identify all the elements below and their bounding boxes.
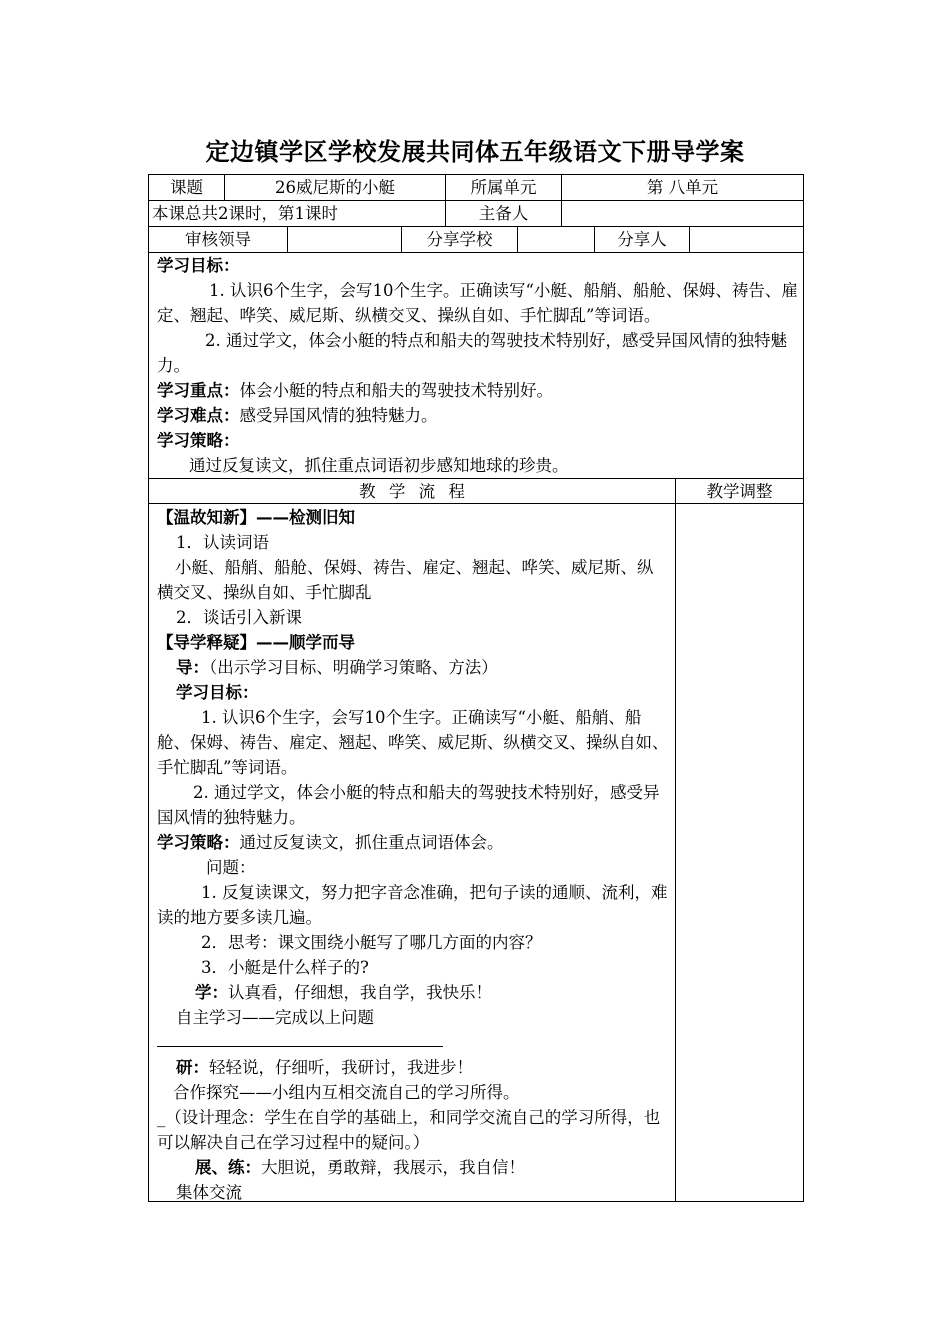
- guide-label: 导：: [176, 658, 209, 677]
- review-item-1: 1．认读词语: [176, 533, 269, 552]
- flow-objectives-label: 学习目标：: [176, 683, 259, 702]
- key-label: 学习重点：: [157, 381, 240, 400]
- label-unit: 所属单元: [470, 178, 537, 197]
- study-text: 轻轻说，仔细听，我研讨，我进步！: [209, 1058, 473, 1077]
- flow-strategy: [157, 830, 504, 855]
- key-text: 体会小艇的特点和船夫的驾驶技术特别好。: [239, 381, 553, 400]
- guide-heading: 【导学释疑】——顺学而导: [157, 633, 355, 652]
- show-label: 展、练：: [195, 1158, 261, 1177]
- label-school: 分享学校: [426, 230, 493, 249]
- study-label: 研：: [176, 1058, 209, 1077]
- col-line: [517, 226, 518, 252]
- design-note: _（设计理念：学生在自学的基础上，和同学交流自己的学习所得，也可以解决自己在学习过程中的疑问。）: [157, 1108, 661, 1152]
- question-2: 2．思考：课文围绕小艇写了哪几方面的内容？: [201, 933, 542, 952]
- flow-header: 教 学 流 程: [359, 482, 465, 501]
- flow-strategy-label: 学习策略：: [157, 833, 240, 852]
- show-text: 大胆说，勇敢辩，我展示，我自信！: [261, 1158, 525, 1177]
- flow-objective-2: 2. 通过学文，体会小艇的特点和船夫的驾驶技术特别好，感受异国风情的独特魅力。: [157, 783, 660, 827]
- answer-underline: [157, 1046, 443, 1047]
- review-item-2: 2．谈话引入新课: [176, 608, 302, 627]
- topic-value: 26威尼斯的小艇: [275, 178, 395, 197]
- lessons-info: 本课总共2课时，第1课时: [152, 204, 338, 223]
- question-3: 3．小艇是什么样子的?: [201, 958, 369, 977]
- difficulty-label: 学习难点：: [157, 406, 240, 425]
- review-words: 小艇、船艄、船舱、保姆、祷告、雇定、翘起、哗笑、威尼斯、纵横交叉、操纵自如、手忙脚乱: [157, 558, 654, 602]
- difficulty-point: [157, 403, 438, 428]
- key-point: [157, 378, 553, 403]
- collective: 集体交流: [176, 1183, 242, 1202]
- table-border-left: [148, 174, 149, 1202]
- label-sharer: 分享人: [617, 230, 667, 249]
- page-title: 定边镇学区学校发展共同体五年级语文下册导学案: [205, 138, 745, 166]
- review-heading: 【温故知新】——检测旧知: [157, 508, 355, 527]
- flow-strategy-text: 通过反复读文，抓住重点词语体会。: [239, 833, 504, 852]
- objective-2: 2. 通过学文，体会小艇的特点和船夫的驾驶技术特别好，感受异国风情的独特魅力。: [157, 331, 787, 375]
- question-label: 问题：: [206, 858, 256, 877]
- learn-text: 认真看，仔细想，我自学，我快乐！: [228, 983, 492, 1002]
- strategy-text: 通过反复读文，抓住重点词语初步感知地球的珍贵。: [189, 456, 569, 475]
- row-line: [148, 252, 804, 253]
- table-border-bottom: [148, 1201, 804, 1202]
- learn-line: [195, 980, 492, 1005]
- objectives-heading: 学习目标：: [157, 256, 240, 275]
- unit-value: 第 八单元: [646, 178, 719, 197]
- col-line: [675, 478, 676, 1202]
- self-study: 自主学习——完成以上问题: [176, 1008, 374, 1027]
- difficulty-text: 感受异国风情的独特魅力。: [239, 406, 438, 425]
- flow-objective-1: 1. 认识6个生字，会写10个生字。正确读写“小艇、船艄、船舱、保姆、祷告、雇定、翘起、哗笑、威尼斯、纵横交叉、操纵自如、手忙脚乱”等词语。: [157, 708, 669, 777]
- adjust-header: 教学调整: [706, 482, 773, 501]
- label-topic: 课题: [170, 178, 203, 197]
- label-reviewer: 审核领导: [185, 230, 251, 249]
- table-border-right: [803, 174, 804, 1202]
- show-line: [195, 1155, 525, 1180]
- strategy-heading: 学习策略：: [157, 431, 240, 450]
- label-preparer: 主备人: [478, 204, 529, 223]
- col-line: [287, 226, 288, 252]
- guide-text: （出示学习目标、明确学习策略、方法）: [209, 658, 498, 677]
- learn-label: 学：: [195, 983, 228, 1002]
- question-1: 1. 反复读课文，努力把字音念准确，把句子读的通顺、流利，难读的地方要多读几遍。: [157, 883, 668, 927]
- col-line: [689, 226, 690, 252]
- cooperation: 合作探究——小组内互相交流自己的学习所得。: [173, 1083, 520, 1102]
- guide-line: [176, 655, 498, 680]
- objective-1: 1. 认识6个生字，会写10个生字。正确读写“小艇、船艄、船舱、保姆、祷告、雇定、翘起、哗笑、威尼斯、纵横交叉、操纵自如、手忙脚乱”等词语。: [157, 281, 798, 325]
- study-line: [176, 1055, 473, 1080]
